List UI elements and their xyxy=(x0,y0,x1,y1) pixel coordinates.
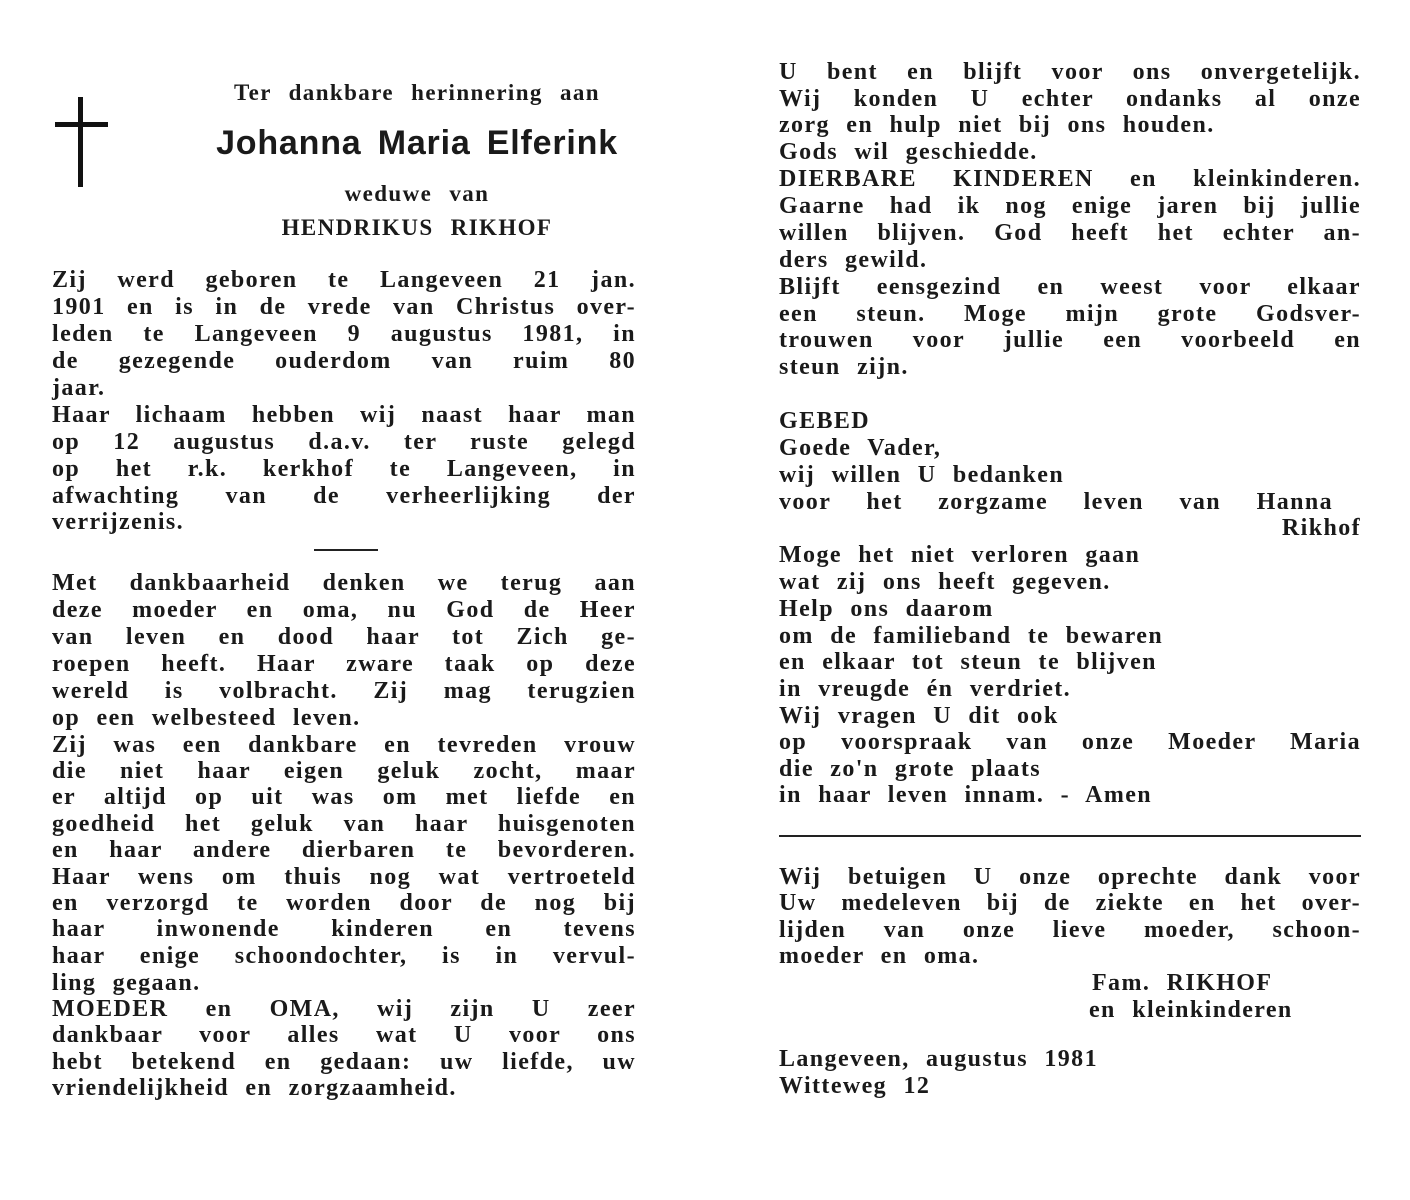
cross-icon xyxy=(78,97,83,187)
text-line: hebt betekend en gedaan: uw liefde, uw xyxy=(52,1049,636,1075)
text-line: en kleinkinderen xyxy=(1089,997,1293,1023)
text-line: Gods wil geschiedde. xyxy=(779,139,1038,165)
text-line: Rikhof xyxy=(1281,515,1361,541)
text-line: voor het zorgzame leven van Hanna xyxy=(779,489,1333,515)
text-line: Wij betuigen U onze oprechte dank voor xyxy=(779,864,1361,890)
text-line: goedheid het geluk van haar huisgenoten xyxy=(52,811,636,837)
text-line: Moge het niet verloren gaan xyxy=(779,542,1141,568)
text-line: wij willen U bedanken xyxy=(779,462,1065,488)
text-line: ling gegaan. xyxy=(52,970,201,996)
text-line: op het r.k. kerkhof te Langeveen, in xyxy=(52,456,636,482)
text-line: 1901 en is in de vrede van Christus over- xyxy=(52,294,636,320)
text-line: Langeveen, augustus 1981 xyxy=(779,1046,1098,1072)
text-line: vriendelijkheid en zorgzaamheid. xyxy=(52,1075,457,1101)
text-line: lijden van onze lieve moeder, schoon- xyxy=(779,917,1361,943)
text-line: die zo'n grote plaats xyxy=(779,756,1041,782)
text-line: die niet haar eigen geluk zocht, maar xyxy=(52,758,636,784)
text-line: Fam. RIKHOF xyxy=(1092,970,1273,996)
text-line: in vreugde én verdriet. xyxy=(779,676,1072,702)
text-line: ders gewild. xyxy=(779,247,928,273)
text-line: om de familieband te bewaren xyxy=(779,623,1164,649)
text-line: Wij vragen U dit ook xyxy=(779,703,1059,729)
text-line: de gezegende ouderdom van ruim 80 xyxy=(52,348,636,374)
text-line: MOEDER en OMA, wij zijn U zeer xyxy=(52,996,636,1022)
text-line: roepen heeft. Haar zware taak op deze xyxy=(52,651,636,677)
text-line: en haar andere dierbaren te bevorderen. xyxy=(52,837,636,863)
relation-text: weduwe van xyxy=(344,181,490,206)
text-line: en elkaar tot steun te blijven xyxy=(779,649,1157,675)
text-line: steun zijn. xyxy=(779,354,909,380)
divider xyxy=(314,549,378,551)
text-line: op 12 augustus d.a.v. ter ruste gelegd xyxy=(52,429,636,455)
text-line: willen blijven. God heeft het echter an- xyxy=(779,220,1361,246)
text-line: er altijd op uit was om met liefde en xyxy=(52,784,636,810)
text-line: Witteweg 12 xyxy=(779,1073,931,1099)
text-line: Met dankbaarheid denken we terug aan xyxy=(52,570,636,596)
husband-name: HENDRIKUS RIKHOF xyxy=(281,215,553,240)
text-line: van leven en dood haar tot Zich ge- xyxy=(52,624,636,650)
text-line: wat zij ons heeft gegeven. xyxy=(779,569,1111,595)
text-line: een steun. Moge mijn grote Godsver- xyxy=(779,301,1361,327)
text-line: Haar wens om thuis nog wat vertroeteld xyxy=(52,864,636,890)
text-line: afwachting van de verheerlijking der xyxy=(52,483,636,509)
cross-icon-bar xyxy=(55,122,108,127)
text-line: op voorspraak van onze Moeder Maria xyxy=(779,729,1361,755)
text-line: Blijft eensgezind en weest voor elkaar xyxy=(779,274,1361,300)
text-line: Help ons daarom xyxy=(779,596,994,622)
text-line: trouwen voor jullie een voorbeeld en xyxy=(779,327,1361,353)
text-line: wereld is volbracht. Zij mag terugzien xyxy=(52,678,636,704)
text-line: Uw medeleven bij de ziekte en het over- xyxy=(779,890,1361,916)
intro-text: Ter dankbare herinnering aan xyxy=(234,80,600,105)
text-line: Goede Vader, xyxy=(779,435,942,461)
text-line: jaar. xyxy=(52,375,106,401)
text-line: U bent en blijft voor ons onvergetelijk. xyxy=(779,59,1361,85)
text-line: Wij konden U echter ondanks al onze xyxy=(779,86,1361,112)
text-line: deze moeder en oma, nu God de Heer xyxy=(52,597,636,623)
text-line: Zij werd geboren te Langeveen 21 jan. xyxy=(52,267,636,293)
text-line: Gaarne had ik nog enige jaren bij jullie xyxy=(779,193,1361,219)
text-line: GEBED xyxy=(779,408,871,434)
text-line: dankbaar voor alles wat U voor ons xyxy=(52,1022,636,1048)
text-line: DIERBARE KINDEREN en kleinkinderen. xyxy=(779,166,1361,192)
text-line: zorg en hulp niet bij ons houden. xyxy=(779,112,1215,138)
divider xyxy=(779,835,1361,837)
text-line: Haar lichaam hebben wij naast haar man xyxy=(52,402,636,428)
text-line: Zij was een dankbare en tevreden vrouw xyxy=(52,732,636,758)
text-line: en verzorgd te worden door de nog bij xyxy=(52,890,636,916)
text-line: verrijzenis. xyxy=(52,509,185,535)
deceased-name: Johanna Maria Elferink xyxy=(216,124,618,162)
text-line: in haar leven innam. - Amen xyxy=(779,782,1153,808)
text-line: haar enige schoondochter, is in vervul- xyxy=(52,943,636,969)
text-line: moeder en oma. xyxy=(779,943,980,969)
text-line: leden te Langeveen 9 augustus 1981, in xyxy=(52,321,636,347)
text-line: haar inwonende kinderen en tevens xyxy=(52,916,636,942)
text-line: op een welbesteed leven. xyxy=(52,705,361,731)
